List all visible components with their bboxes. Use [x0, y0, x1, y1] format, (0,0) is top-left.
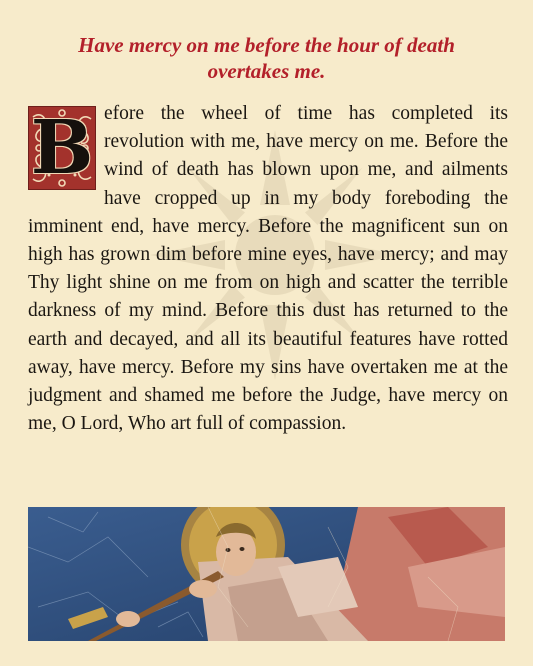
page-title	[20, 32, 513, 84]
prayer-body: efore the wheel of time has completed its revolution with me, have mercy on me. Before the wind of death has blown upon me, and ailments have cropped up in my body foreboding the imminent end, have mercy. Before the magnificent sun on high has grown dim before mine eyes, have mercy; and may Thy light shine on me from on high and scatter the terrible darkness of my mind. Before this dust has returned to the earth and decayed, and all its beautiful features have rotted away, have mercy. Before my sins have overtaken me at the judgment and shamed me before the Judge, have mercy on me, O Lord, Who art full of compassion.	[28, 103, 508, 435]
angel-with-trumpet-icon	[28, 507, 505, 641]
icon-illustration	[28, 507, 505, 641]
prayer-text	[28, 100, 508, 438]
dropcap-letter: B	[30, 106, 94, 190]
title-line-2: overtakes me.	[207, 59, 326, 83]
title-line-1: Have mercy on me before the hour of death	[78, 33, 455, 57]
illuminated-dropcap	[28, 106, 96, 190]
